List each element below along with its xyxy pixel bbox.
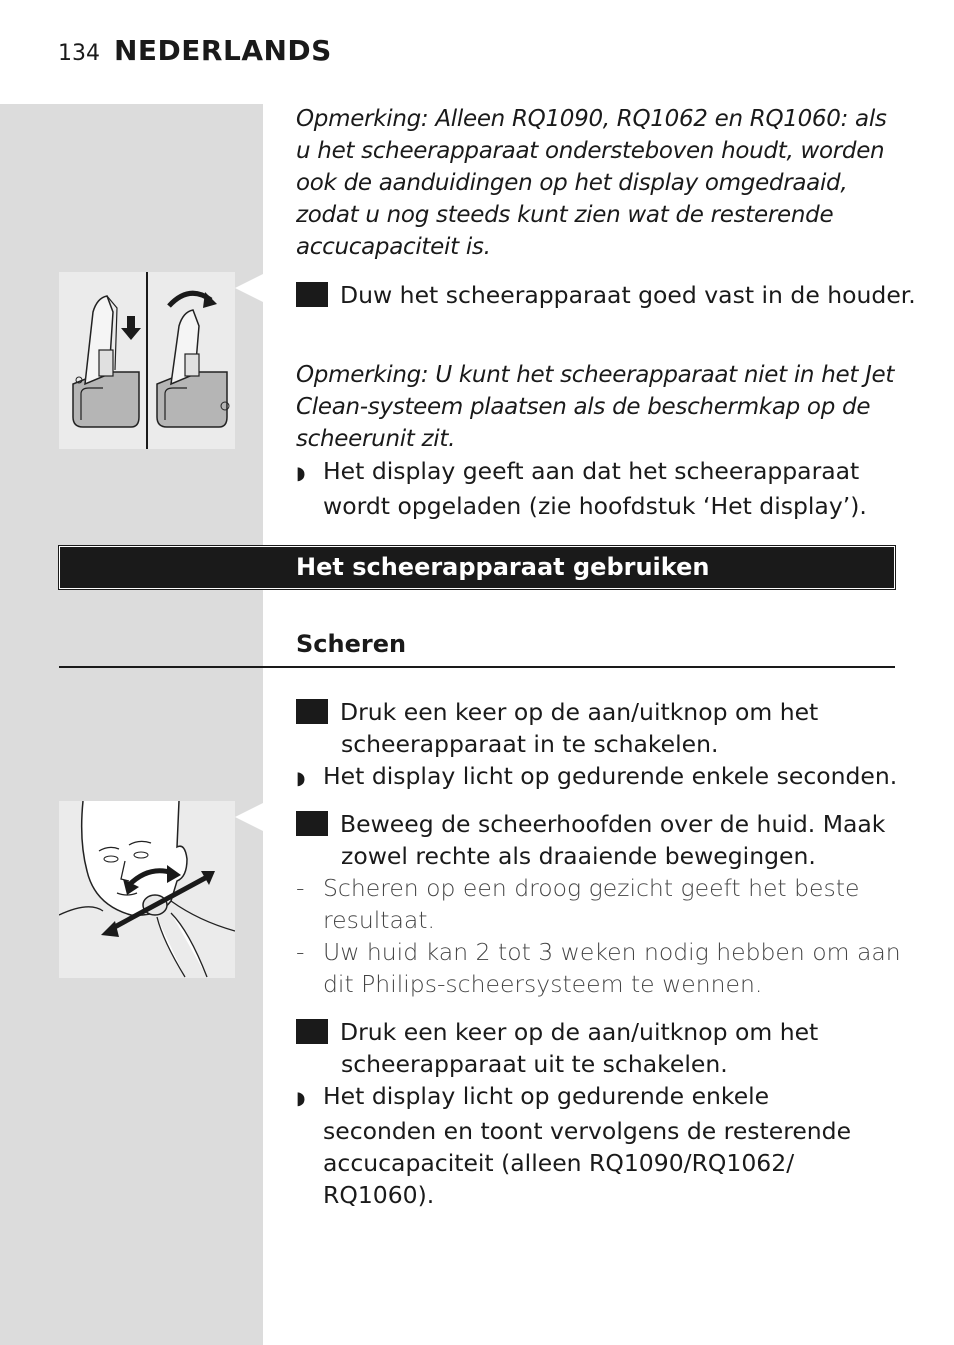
shaving-face-motion-illustration [59, 801, 235, 978]
page-number: 134 [58, 41, 100, 66]
tip-adaptation [296, 936, 928, 1000]
step-2-text: Beweeg de scheerhoofden over de huid. Maak zowel rechte als draaiende bewegingen. [340, 810, 886, 870]
figure-shaving-motion [59, 801, 235, 978]
step-2 [283, 808, 946, 872]
result-arrow-icon: ◗ [296, 1088, 306, 1109]
figure2-pointer [235, 803, 263, 831]
result-remaining-capacity-text: Het display licht op gedurende enkele seconden en toont vervolgens de resterende accucapaciteit (alleen RQ1090/RQ1062/ RQ1060). [323, 1082, 852, 1209]
tip-dry-face-text: Scheren op een droog gezicht geeft het beste resultaat. [323, 874, 860, 934]
result-charging [296, 455, 928, 522]
step-1-text: Druk een keer op de aan/uitknop om het scheerapparaat in te schakelen. [340, 698, 819, 758]
dash-marker: - [296, 874, 305, 902]
section-title: Het scheerapparaat gebruiken [296, 553, 710, 581]
result-display-on [296, 760, 928, 795]
language-heading: NEDERLANDS [114, 34, 332, 67]
figure-shaver-holder [59, 272, 235, 449]
step-1 [283, 696, 946, 760]
tip-adaptation-text: Uw huid kan 2 tot 3 weken nodig hebben om aan dit Philips-scheersysteem te wennen. [323, 938, 901, 998]
step-3 [283, 1016, 946, 1080]
step-3-text: Druk een keer op de aan/uitknop om het scheerapparaat uit te schakelen. [340, 1018, 819, 1078]
step-4-text: Duw het scheerapparaat goed vast in de houder. [340, 281, 916, 309]
page-header [58, 34, 332, 74]
result-remaining-capacity [296, 1080, 883, 1211]
result-arrow-icon: ◗ [296, 463, 306, 484]
subheading-shaving: Scheren [296, 630, 407, 658]
step-number-badge: 3 [296, 1019, 328, 1044]
step-number-badge: 1 [296, 699, 328, 724]
shaver-into-jet-clean-holder-illustration [59, 272, 235, 449]
note-jet-clean: Opmerking: U kunt het scheerapparaat niet in het Jet Clean-systeem plaatsen als de beschermkap op de scheerunit zit. [296, 362, 895, 452]
section-heading-bar [59, 546, 895, 589]
step-number-badge: 4 [296, 282, 328, 307]
result-arrow-icon: ◗ [296, 768, 306, 789]
dash-marker: - [296, 938, 305, 966]
note-display-flip: Opmerking: Alleen RQ1090, RQ1062 en RQ1060: als u het scheerapparaat ondersteboven houdt, worden ook de aanduidingen op het display omgedraaid, zodat u nog steeds kunt zien wat de resterende accucapaciteit is. [296, 106, 887, 260]
result-charging-text: Het display geeft aan dat het scheerapparaat wordt opgeladen (zie hoofdstuk ‘Het display’). [323, 457, 867, 520]
tip-dry-face [296, 872, 928, 936]
step-4 [283, 279, 946, 311]
figure1-pointer [235, 274, 263, 302]
step-number-badge: 2 [296, 811, 328, 836]
result-display-on-text: Het display licht op gedurende enkele seconden. [323, 762, 898, 790]
divider-rule [59, 666, 895, 668]
